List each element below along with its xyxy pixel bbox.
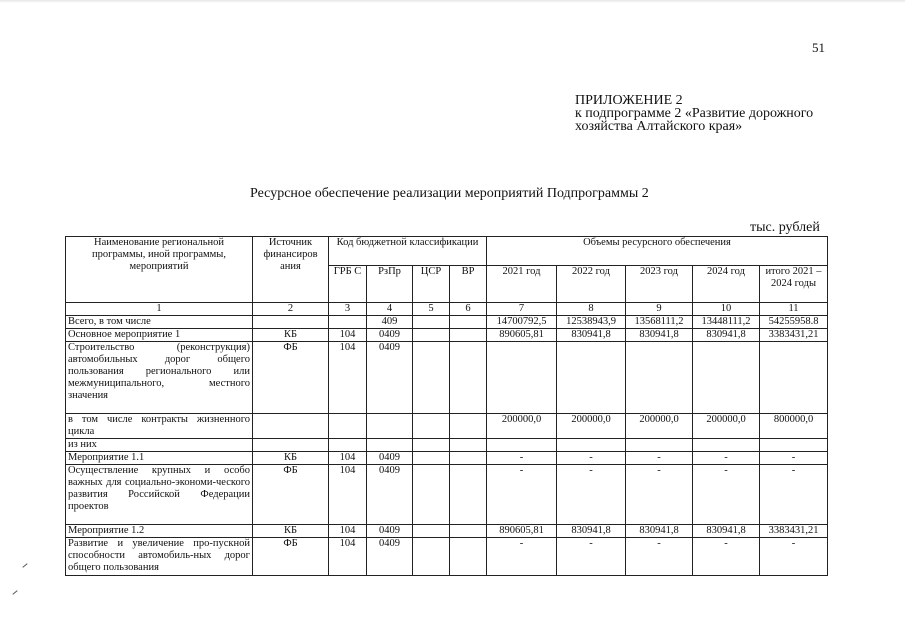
row-2024: - <box>693 465 760 525</box>
row-grbs <box>329 414 367 439</box>
row-2022: 830941,8 <box>557 329 626 342</box>
row-source: ФБ <box>253 538 329 576</box>
row-csr <box>413 465 450 525</box>
row-source: ФБ <box>253 465 329 525</box>
row-2022: 830941,8 <box>557 525 626 538</box>
row-2021: - <box>487 452 557 465</box>
col-num: 3 <box>329 303 367 316</box>
row-total: 800000,0 <box>760 414 828 439</box>
col-num: 2 <box>253 303 329 316</box>
table-row <box>66 342 828 414</box>
row-2024: - <box>693 452 760 465</box>
row-vr <box>450 538 487 576</box>
row-rzpr <box>367 439 413 452</box>
header-source: Источник финансиров ания <box>253 237 329 303</box>
row-rzpr: 0409 <box>367 329 413 342</box>
row-source: ФБ <box>253 342 329 414</box>
row-vr <box>450 465 487 525</box>
header-vr: ВР <box>450 266 487 303</box>
scan-mark <box>12 590 17 595</box>
table-row <box>66 329 828 342</box>
row-total <box>760 439 828 452</box>
row-2024: - <box>693 538 760 576</box>
row-source <box>253 414 329 439</box>
row-csr <box>413 452 450 465</box>
row-name: Развитие и увеличение про-пускной способности автомобиль-ных дорог общего пользования <box>66 538 253 576</box>
row-vr <box>450 329 487 342</box>
table-row <box>66 538 828 576</box>
row-2021: 890605,81 <box>487 525 557 538</box>
table-row <box>66 525 828 538</box>
row-grbs: 104 <box>329 525 367 538</box>
row-total: - <box>760 538 828 576</box>
header-2023: 2023 год <box>626 266 693 303</box>
col-num: 9 <box>626 303 693 316</box>
row-grbs: 104 <box>329 465 367 525</box>
page-number: 51 <box>812 40 825 55</box>
col-num: 5 <box>413 303 450 316</box>
row-vr <box>450 525 487 538</box>
col-num: 1 <box>66 303 253 316</box>
row-rzpr: 0409 <box>367 538 413 576</box>
row-name: Мероприятие 1.1 <box>66 452 253 465</box>
row-2023: - <box>626 452 693 465</box>
row-grbs: 104 <box>329 342 367 414</box>
table-row <box>66 452 828 465</box>
header-csr: ЦСР <box>413 266 450 303</box>
row-name: Осуществление крупных и особо важных для социально-экономи-ческого развития Российской Федерации проектов <box>66 465 253 525</box>
row-2023: - <box>626 465 693 525</box>
row-name: в том числе контракты жизненного цикла <box>66 414 253 439</box>
table-row <box>66 439 828 452</box>
row-grbs <box>329 439 367 452</box>
header-2021: 2021 год <box>487 266 557 303</box>
header-rzpr: РзПр <box>367 266 413 303</box>
row-csr <box>413 316 450 329</box>
header-2024: 2024 год <box>693 266 760 303</box>
row-grbs: 104 <box>329 329 367 342</box>
row-2021: - <box>487 465 557 525</box>
col-num: 6 <box>450 303 487 316</box>
row-name: Основное мероприятие 1 <box>66 329 253 342</box>
row-2024: 200000,0 <box>693 414 760 439</box>
table-row <box>66 316 828 329</box>
col-num: 11 <box>760 303 828 316</box>
row-2024: 13448111,2 <box>693 316 760 329</box>
row-2023: 200000,0 <box>626 414 693 439</box>
row-total: 54255958.8 <box>760 316 828 329</box>
row-name: Строительство (реконструкция) автомобильных дорог общего пользования регионального или межмуниципального, местного значения <box>66 342 253 414</box>
row-2024 <box>693 342 760 414</box>
scan-mark <box>22 563 27 568</box>
row-2022: 12538943,9 <box>557 316 626 329</box>
appendix-line-2: к подпрограмме 2 «Развитие дорожного <box>575 106 814 121</box>
row-csr <box>413 329 450 342</box>
row-2021 <box>487 342 557 414</box>
row-2022 <box>557 342 626 414</box>
row-2021: 14700792,5 <box>487 316 557 329</box>
row-2024 <box>693 439 760 452</box>
row-source: КБ <box>253 329 329 342</box>
row-rzpr: 0409 <box>367 525 413 538</box>
row-total: - <box>760 465 828 525</box>
resource-table <box>65 236 828 576</box>
col-num: 8 <box>557 303 626 316</box>
row-vr <box>450 342 487 414</box>
appendix-note <box>575 94 813 133</box>
row-2022 <box>557 439 626 452</box>
units-label: тыс. рублей <box>750 220 820 235</box>
row-2022: - <box>557 465 626 525</box>
row-total: 3383431,21 <box>760 329 828 342</box>
row-source: КБ <box>253 452 329 465</box>
row-vr <box>450 439 487 452</box>
row-grbs: 104 <box>329 538 367 576</box>
row-total: 3383431,21 <box>760 525 828 538</box>
row-csr <box>413 538 450 576</box>
row-total: - <box>760 452 828 465</box>
row-csr <box>413 414 450 439</box>
row-csr <box>413 525 450 538</box>
row-2023 <box>626 439 693 452</box>
header-budget-code: Код бюджетной классификации <box>329 237 487 266</box>
row-2021: - <box>487 538 557 576</box>
appendix-line-3: хозяйства Алтайского края» <box>575 119 743 134</box>
scan-edge <box>0 0 905 3</box>
row-name: Всего, в том числе <box>66 316 253 329</box>
row-2023 <box>626 342 693 414</box>
row-source: КБ <box>253 525 329 538</box>
row-total <box>760 342 828 414</box>
row-2023: 13568111,2 <box>626 316 693 329</box>
row-vr <box>450 452 487 465</box>
row-name: из них <box>66 439 253 452</box>
header-name: Наименование региональной программы, иной программы, мероприятий <box>66 237 253 303</box>
row-2023: 830941,8 <box>626 329 693 342</box>
row-2022: 200000,0 <box>557 414 626 439</box>
row-name: Мероприятие 1.2 <box>66 525 253 538</box>
row-rzpr <box>367 414 413 439</box>
row-rzpr: 409 <box>367 316 413 329</box>
row-source <box>253 316 329 329</box>
row-2024: 830941,8 <box>693 525 760 538</box>
row-2022: - <box>557 452 626 465</box>
table-row <box>66 465 828 525</box>
appendix-line-1: ПРИЛОЖЕНИЕ 2 <box>575 93 683 108</box>
header-2022: 2022 год <box>557 266 626 303</box>
row-2023: 830941,8 <box>626 525 693 538</box>
row-vr <box>450 316 487 329</box>
header-volumes: Объемы ресурсного обеспечения <box>487 237 828 266</box>
row-source <box>253 439 329 452</box>
row-grbs <box>329 316 367 329</box>
row-2021 <box>487 439 557 452</box>
document-title: Ресурсное обеспечение реализации мероприятий Подпрограммы 2 <box>250 186 649 201</box>
col-num: 7 <box>487 303 557 316</box>
row-vr <box>450 414 487 439</box>
row-2023: - <box>626 538 693 576</box>
row-rzpr: 0409 <box>367 452 413 465</box>
row-csr <box>413 342 450 414</box>
row-rzpr: 0409 <box>367 342 413 414</box>
table-row <box>66 414 828 439</box>
row-grbs: 104 <box>329 452 367 465</box>
row-2021: 200000,0 <box>487 414 557 439</box>
column-numbers-row <box>66 303 828 316</box>
col-num: 4 <box>367 303 413 316</box>
row-2021: 890605,81 <box>487 329 557 342</box>
row-rzpr: 0409 <box>367 465 413 525</box>
col-num: 10 <box>693 303 760 316</box>
header-grbs: ГРБ С <box>329 266 367 303</box>
header-total: итого 2021 – 2024 годы <box>760 266 828 303</box>
row-2024: 830941,8 <box>693 329 760 342</box>
row-2022: - <box>557 538 626 576</box>
row-csr <box>413 439 450 452</box>
